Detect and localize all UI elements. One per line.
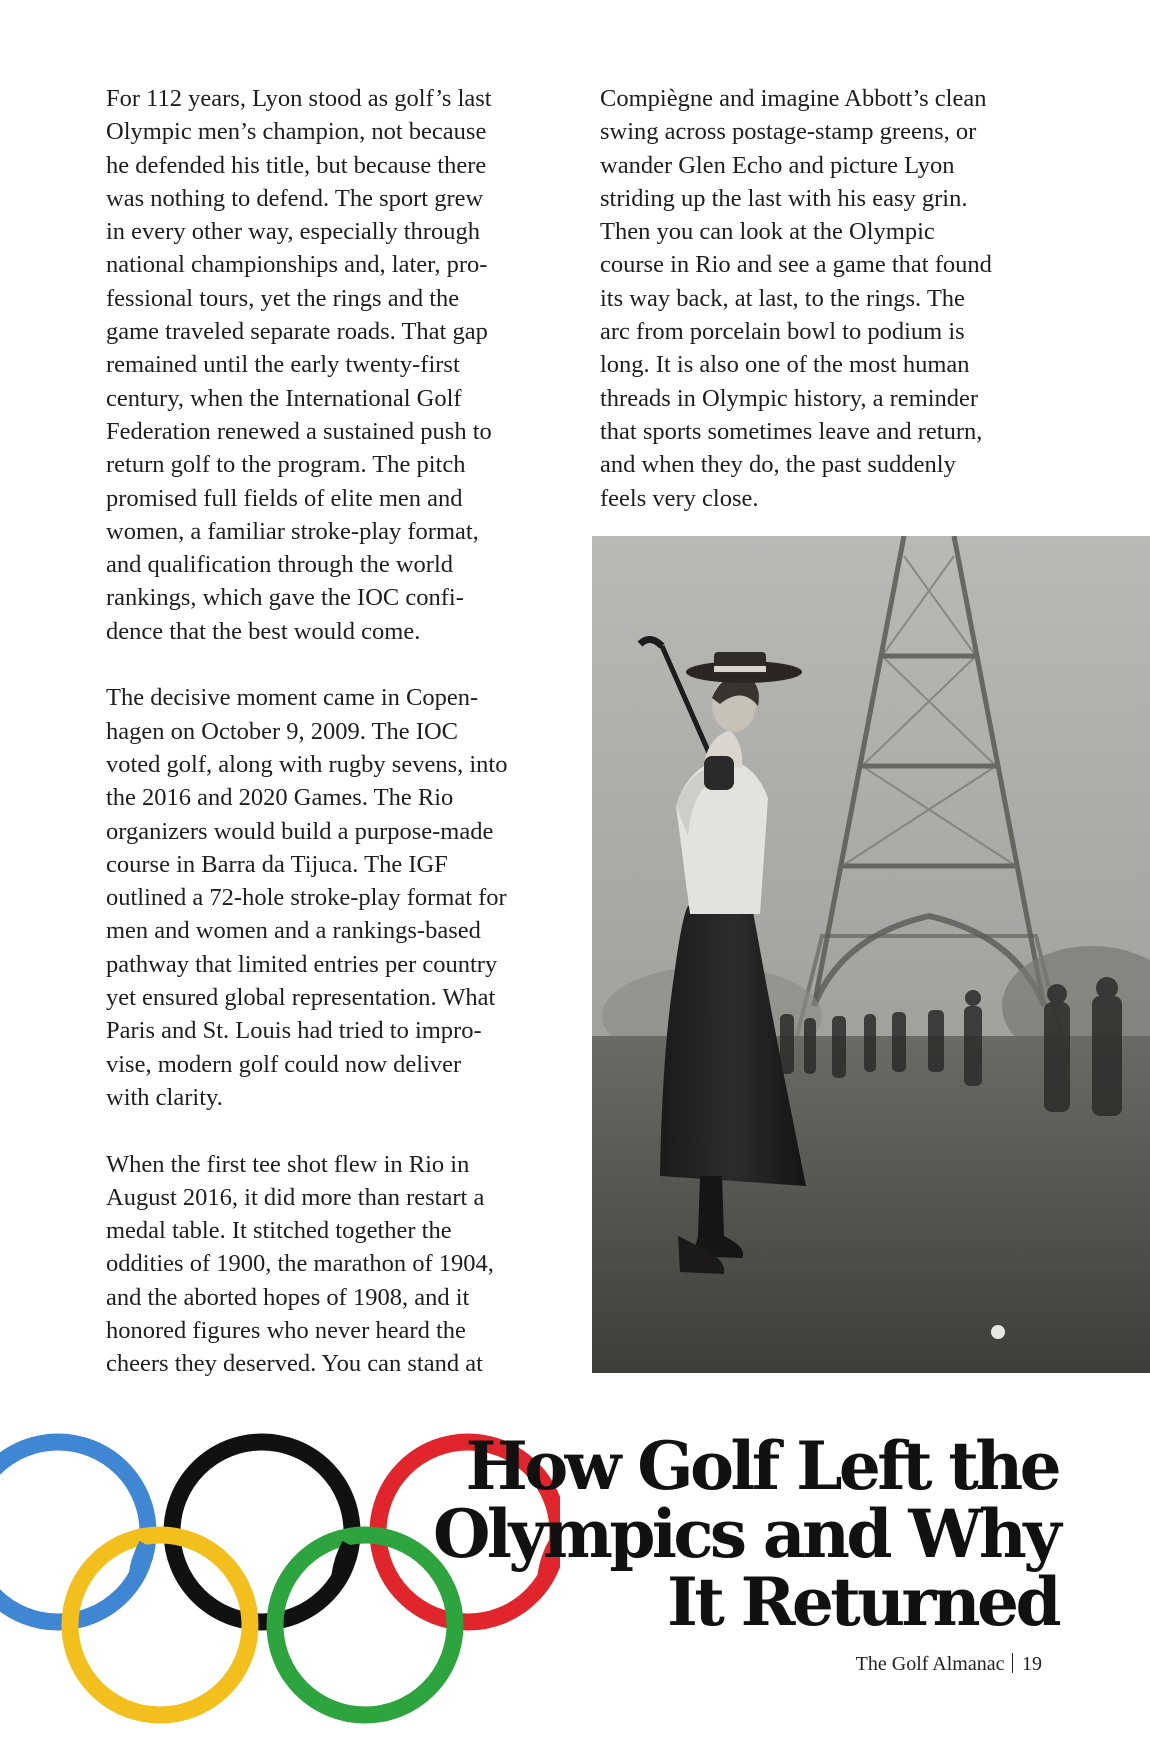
vintage-golfer-photo xyxy=(592,536,1150,1373)
article-right-column xyxy=(600,82,1060,515)
photo-illustration xyxy=(592,536,1150,1373)
article-paragraph: For 112 years, Lyon stood as golf’s last Olympic men’s champion, not because he defended his title, but because there was nothing to defend. The sport grew in every other way, especially through national championships and, later, pro- fessional tours, yet the rings and the game traveled separate roads. That gap remained until the early twenty-first century, when the International Golf Federation renewed a sustained push to return golf to the program. The pitch promised full fields of elite men and women, a familiar stroke-play format, and qualification through the world rankings, which gave the IOC confi- dence that the best would come. xyxy=(106,85,492,645)
page-footer xyxy=(856,1653,1042,1676)
headline-line: It Returned xyxy=(667,1563,1058,1641)
page-headline xyxy=(418,1427,1058,1641)
footer-divider xyxy=(1012,1653,1014,1673)
page-number: 19 xyxy=(1022,1653,1042,1675)
article-paragraph: Compiègne and imagine Abbott’s clean swing across postage-stamp greens, or wander Glen Echo and picture Lyon striding up the last with his easy grin. Then you can look at the Olympic course in Rio and see a game that found its way back, at last, to the rings. The arc from porcelain bowl to podium is long. It is also one of the most human threads in Olympic history, a reminder that sports sometimes leave and return, and when they do, the past suddenly feels very close. xyxy=(600,85,992,512)
article-paragraph: When the first tee shot flew in Rio in August 2016, it did more than restart a medal table. It stitched together the oddities of 1900, the marathon of 1904, and the aborted hopes of 1908, and it honored figures who never heard the cheers they deserved. You can stand at xyxy=(106,1150,494,1378)
headline-line: Olympics and Why xyxy=(432,1495,1058,1573)
publication-name: The Golf Almanac xyxy=(855,1653,1005,1675)
article-left-column xyxy=(106,82,570,1381)
headline-line: How Golf Left the xyxy=(465,1427,1058,1505)
article-paragraph: The decisive moment came in Copen- hagen on October 9, 2009. The IOC voted golf, along with rugby sevens, into the 2016 and 2020 Games. The Rio organizers would build a purpose-made course in Barra da Tijuca. The IGF outlined a 72-hole stroke-play format for men and women and a rankings-based pathway that limited entries per country yet ensured global representation. What Paris and St. Louis had tried to impro- vise, modern golf could now deliver with clarity. xyxy=(106,684,508,1111)
